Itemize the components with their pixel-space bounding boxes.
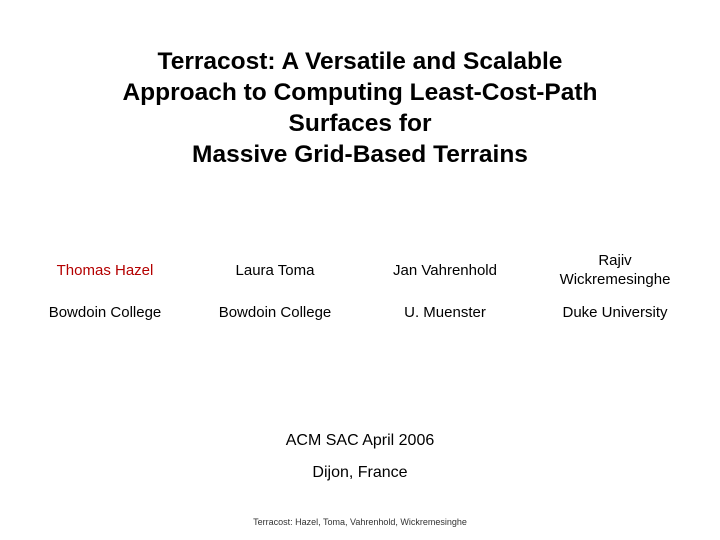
title-line-4: Massive Grid-Based Terrains [192,141,528,168]
title-line-3: Surfaces for [288,110,432,137]
author-name-toma: Laura Toma [235,261,315,279]
author-affiliation-toma: Bowdoin College [218,303,332,321]
authors-table [20,244,700,328]
title-line-2: Approach to Computing Least-Cost-Path [122,79,598,106]
slide-footer: Terracost: Hazel, Toma, Vahrenhold, Wickremesinghe [253,517,467,527]
conference-location: Dijon, France [312,464,408,481]
conference-venue: ACM SAC April 2006 [285,432,435,449]
author-name-wickremesinghe: Rajiv Wickremesinghe [559,252,671,288]
author-affiliation-wickremesinghe: Duke University [562,303,668,321]
slide-title [0,46,720,170]
author-affiliation-vahrenhold: U. Muenster [404,303,486,321]
author-affiliation-hazel: Bowdoin College [48,303,162,321]
author-name-hazel: Thomas Hazel [56,261,154,279]
author-name-vahrenhold: Jan Vahrenhold [393,261,497,279]
title-line-1: Terracost: A Versatile and Scalable [157,48,563,75]
